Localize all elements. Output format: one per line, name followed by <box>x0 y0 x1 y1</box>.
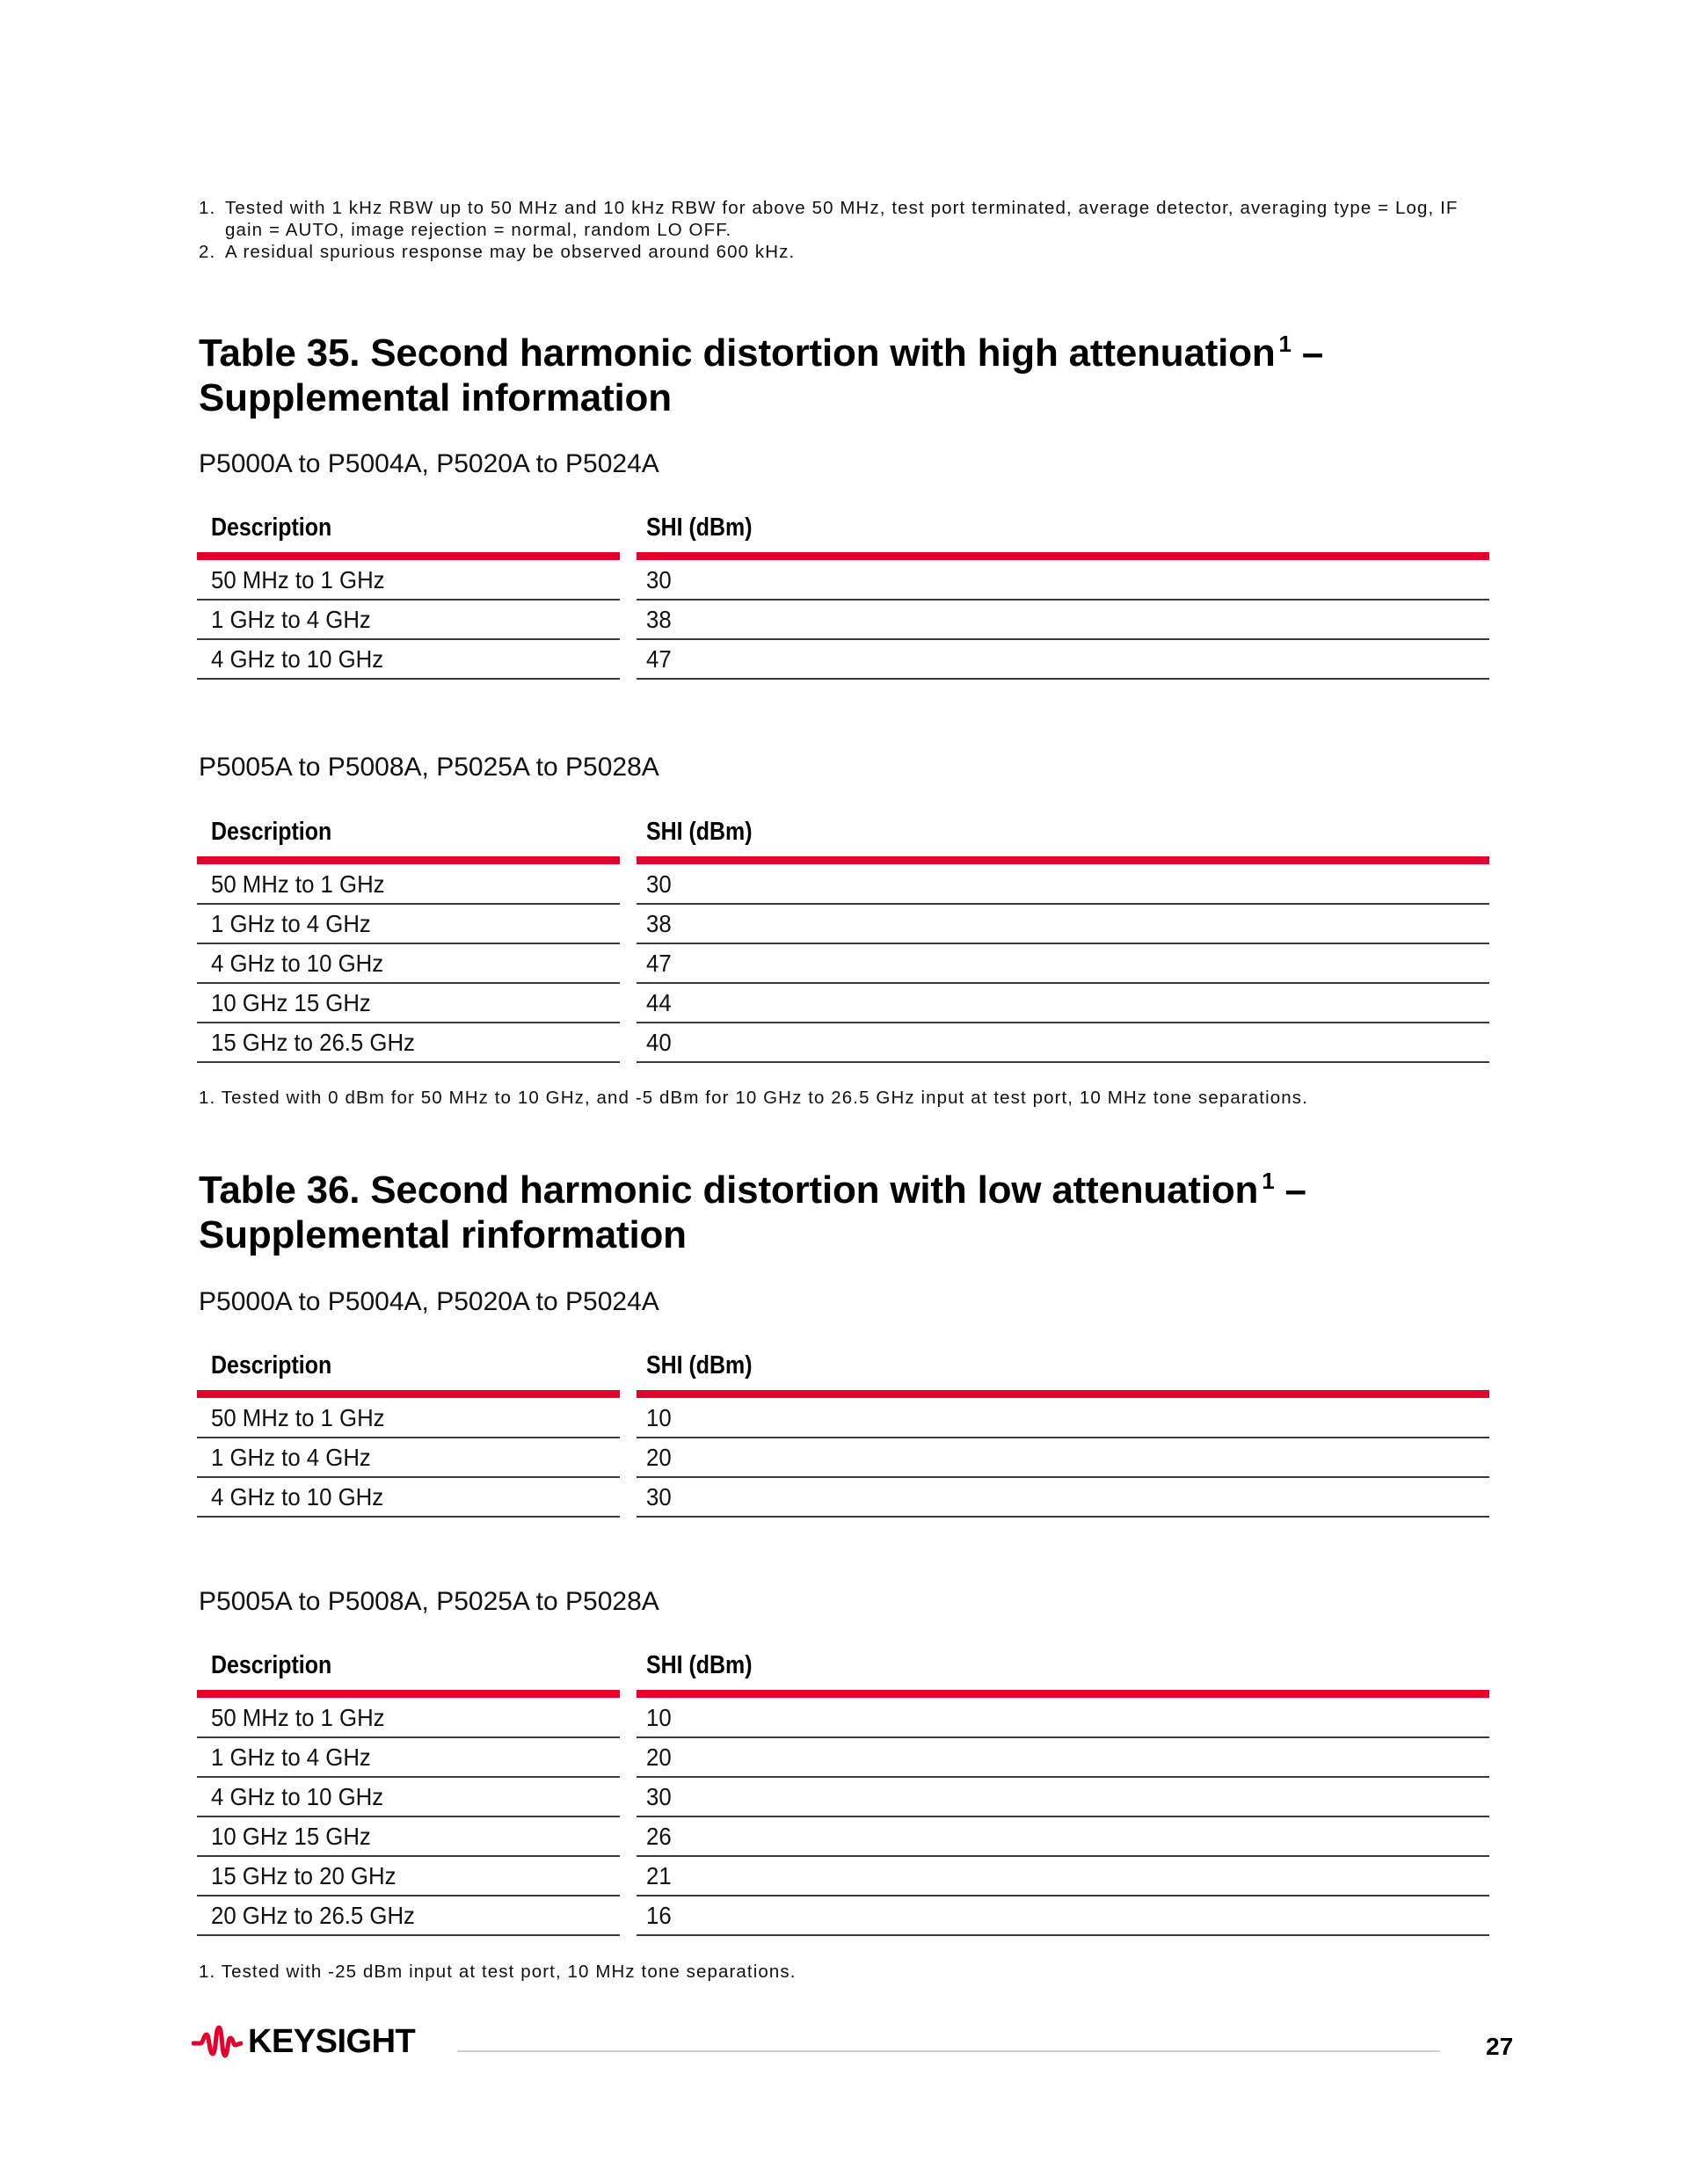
footnote-ref: 1 <box>1278 331 1291 357</box>
top-footnotes <box>199 197 1491 263</box>
footnote-2: 2. A residual spurious response may be observed around 600 kHz. <box>199 242 796 262</box>
table-row: 15 GHz to 26.5 GHz 40 <box>197 1023 1489 1063</box>
table-header <box>197 1649 1489 1690</box>
keysight-logo <box>192 2022 415 2061</box>
header-shi: SHI (dBm) <box>646 1351 753 1380</box>
table-row: 20 GHz to 26.5 GHz 16 <box>197 1896 1489 1936</box>
table-row: 1 GHz to 4 GHz 20 <box>197 1438 1489 1478</box>
table-36-group-2-subtitle: P5005A to P5008A, P5025A to P5028A <box>199 1587 659 1616</box>
table-row: 4 GHz to 10 GHz 30 <box>197 1478 1489 1518</box>
footer-divider <box>457 2050 1440 2052</box>
page-number: 27 <box>1486 2033 1514 2060</box>
brand-wordmark: KEYSIGHT <box>248 2022 416 2060</box>
header-description: Description <box>211 1651 332 1679</box>
table-row: 1 GHz to 4 GHz 38 <box>197 905 1489 944</box>
table-35-title: Table 35. Second harmonic distortion with high attenuation $^1$ – Supplemental information <box>199 331 1324 419</box>
header-description: Description <box>211 818 332 846</box>
header-shi: SHI (dBm) <box>646 1651 753 1679</box>
table-row: 10 GHz 15 GHz 26 <box>197 1817 1489 1857</box>
table-35-group-1 <box>197 512 1489 680</box>
table-row: 50 MHz to 1 GHz 10 <box>197 1699 1489 1738</box>
table-row: 4 GHz to 10 GHz 47 <box>197 640 1489 680</box>
table-row: 1 GHz to 4 GHz 20 <box>197 1738 1489 1778</box>
table-36-group-1 <box>197 1350 1489 1518</box>
table-36-group-1-subtitle: P5000A to P5004A, P5020A to P5024A <box>199 1287 659 1316</box>
table-header <box>197 816 1489 856</box>
header-rule <box>197 1390 1489 1399</box>
table-35-footnote: 1. Tested with 0 dBm for 50 MHz to 10 GHz, and -5 dBm for 10 GHz to 26.5 GHz input at test port, 10 MHz tone separations. <box>199 1088 1308 1108</box>
table-row: 50 MHz to 1 GHz 30 <box>197 561 1489 601</box>
header-description: Description <box>211 513 332 542</box>
table-row: 4 GHz to 10 GHz 47 <box>197 944 1489 984</box>
footnote-ref: 1 <box>1262 1168 1275 1194</box>
table-header <box>197 1350 1489 1390</box>
table-row: 10 GHz 15 GHz 44 <box>197 984 1489 1023</box>
table-row: 50 MHz to 1 GHz 10 <box>197 1399 1489 1438</box>
table-36-footnote: 1. Tested with -25 dBm input at test port, 10 MHz tone separations. <box>199 1962 797 1982</box>
header-rule <box>197 856 1489 865</box>
header-rule <box>197 552 1489 561</box>
header-shi: SHI (dBm) <box>646 513 753 542</box>
table-36-group-2 <box>197 1649 1489 1936</box>
table-35-group-2-subtitle: P5005A to P5008A, P5025A to P5028A <box>199 753 659 782</box>
table-row: 50 MHz to 1 GHz 30 <box>197 865 1489 905</box>
table-35-group-2 <box>197 816 1489 1063</box>
header-shi: SHI (dBm) <box>646 818 753 846</box>
table-36-title: Table 36. Second harmonic distortion with low attenuation $^1$ – Supplemental rinformation <box>199 1168 1306 1256</box>
table-row: 4 GHz to 10 GHz 30 <box>197 1778 1489 1817</box>
keysight-wave-icon <box>192 2022 243 2061</box>
table-header <box>197 512 1489 552</box>
header-rule <box>197 1690 1489 1699</box>
table-35-group-1-subtitle: P5000A to P5004A, P5020A to P5024A <box>199 449 659 478</box>
table-row: 15 GHz to 20 GHz 21 <box>197 1857 1489 1896</box>
header-description: Description <box>211 1351 332 1380</box>
footnote-1: 1. Tested with 1 kHz RBW up to 50 MHz and 10 kHz RBW for above 50 MHz, test port terminated, average detector, averaging type = Log, IF gain = AUTO, image rejection = normal, random LO OFF. <box>199 198 1459 240</box>
table-row: 1 GHz to 4 GHz 38 <box>197 601 1489 640</box>
